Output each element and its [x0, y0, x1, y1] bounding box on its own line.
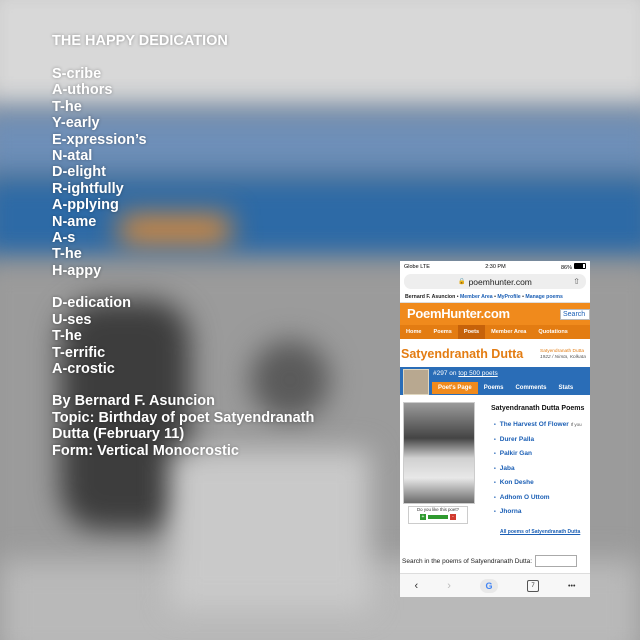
poem-line: A-uthors — [52, 82, 113, 99]
poet-heading — [400, 339, 590, 363]
tab-stats[interactable]: Stats — [558, 385, 574, 391]
google-icon[interactable]: G — [480, 579, 498, 593]
poem-line: T-errific — [52, 344, 106, 361]
clock: 2:30 PM — [485, 263, 506, 270]
poet-photo — [403, 402, 475, 504]
site-header — [400, 303, 590, 325]
address-bar[interactable] — [404, 274, 586, 289]
nav-home[interactable]: Home — [406, 329, 422, 335]
all-poems-link[interactable]: All poems of Satyendranath Dutta — [500, 529, 581, 535]
nav-poems[interactable]: Poems — [433, 329, 452, 335]
nav-quotations[interactable]: Quotations — [538, 329, 568, 335]
poem-line: N-atal — [52, 148, 93, 165]
poem-text — [52, 33, 352, 459]
poet-name: Satyendranath Dutta — [401, 347, 524, 361]
poem-line: E-xpression’s — [52, 131, 147, 148]
manage-poems-link[interactable]: Manage poems — [525, 294, 563, 300]
myprofile-link[interactable]: MyProfile — [497, 294, 521, 300]
poem-line: A-s — [52, 230, 76, 247]
poem-topic: Topic: Birthday of poet Satyendranath Dutta (February 11) — [52, 409, 315, 443]
url-text: poemhunter.com — [468, 276, 532, 287]
poem-line: A-pplying — [52, 197, 119, 214]
poem-line: T-he — [52, 328, 82, 345]
poem-search: Search in the poems of Satyendranath Dutta: — [402, 555, 577, 567]
poet-meta: Satyendranath Dutta 1922 / Nimta, Kolkata — [540, 349, 586, 360]
like-minus-button[interactable]: - — [450, 514, 456, 520]
poems-heading: Satyendranath Dutta Poems — [491, 405, 585, 412]
battery-indicator: 86% — [561, 263, 586, 271]
poem-line: R-ightfully — [52, 180, 124, 197]
poem-form: Form: Vertical Monocrostic — [52, 442, 239, 459]
poem-title: THE HAPPY DEDICATION — [52, 33, 228, 49]
poem-line: N-ame — [52, 213, 97, 230]
poem-list-item[interactable]: • Jhorna — [494, 508, 522, 515]
poem-line: T-he — [52, 246, 82, 263]
poet-tabs — [432, 382, 579, 394]
site-logo[interactable]: PoemHunter.com — [407, 306, 510, 321]
poem-line: T-he — [52, 98, 82, 115]
more-icon[interactable]: ••• — [568, 582, 576, 590]
poem-line: U-ses — [52, 311, 92, 328]
breadcrumb: Bernard F. Asuncion • Member Area • MyProfile • Manage poems — [400, 291, 590, 303]
poem-line: S-cribe — [52, 66, 102, 82]
poet-thumbnail — [403, 369, 429, 395]
poem-list — [494, 418, 582, 520]
poem-line: D-edication — [52, 295, 131, 312]
like-meter — [428, 515, 448, 519]
top-500-link[interactable]: top 500 poets — [458, 370, 498, 377]
battery-icon — [574, 263, 586, 269]
search-input[interactable]: Search — [560, 309, 590, 320]
poem-list-item[interactable]: • Durer Palla — [494, 435, 535, 443]
poem-list-item[interactable]: • Jaba — [494, 464, 515, 472]
poet-content — [400, 395, 590, 535]
tabs-icon[interactable]: 7 — [527, 580, 539, 592]
poem-line: H-appy — [52, 262, 102, 279]
status-bar — [400, 261, 590, 272]
lock-icon: 🔒 — [458, 279, 466, 285]
like-plus-button[interactable]: + — [421, 514, 425, 520]
back-icon[interactable]: ‹ — [414, 580, 419, 592]
poem-list-item[interactable]: • Kon Deshe — [494, 479, 534, 486]
tab-comments[interactable]: Comments — [515, 385, 547, 391]
nav-member-area[interactable]: Member Area — [491, 329, 527, 335]
poem-stanza-2 — [52, 295, 352, 377]
phone-screenshot — [400, 261, 590, 597]
poet-rank: #297 on top 500 poets — [433, 370, 498, 377]
forward-icon[interactable]: › — [447, 580, 451, 592]
poem-list-item[interactable]: • Palkir Gan — [494, 450, 532, 457]
browser-toolbar — [400, 573, 590, 597]
like-widget: Do you like this poet? + - — [408, 506, 468, 524]
tab-poets-page[interactable]: Poet's Page — [432, 382, 478, 394]
nav-poets[interactable]: Poets — [458, 325, 485, 339]
carrier: Globe LTE — [404, 263, 430, 270]
poem-stanza-1 — [52, 66, 352, 279]
poem-list-item[interactable]: • The Harvest Of Flower If you — [494, 421, 582, 428]
share-icon[interactable]: ⇧ — [573, 277, 580, 286]
tab-poems[interactable]: Poems — [483, 385, 504, 391]
poem-list-item[interactable]: • Adhom O Uttom — [494, 493, 550, 501]
user-name: Bernard F. Asuncion — [405, 294, 456, 300]
poem-search-input[interactable] — [535, 555, 577, 567]
poem-byline: By Bernard F. Asuncion — [52, 393, 216, 410]
site-nav — [400, 325, 590, 339]
poem-line: D-elight — [52, 164, 106, 181]
member-area-link[interactable]: Member Area — [459, 294, 493, 300]
poem-line: A-crostic — [52, 360, 115, 377]
poet-rank-bar — [400, 367, 590, 395]
poem-line: Y-early — [52, 115, 100, 132]
